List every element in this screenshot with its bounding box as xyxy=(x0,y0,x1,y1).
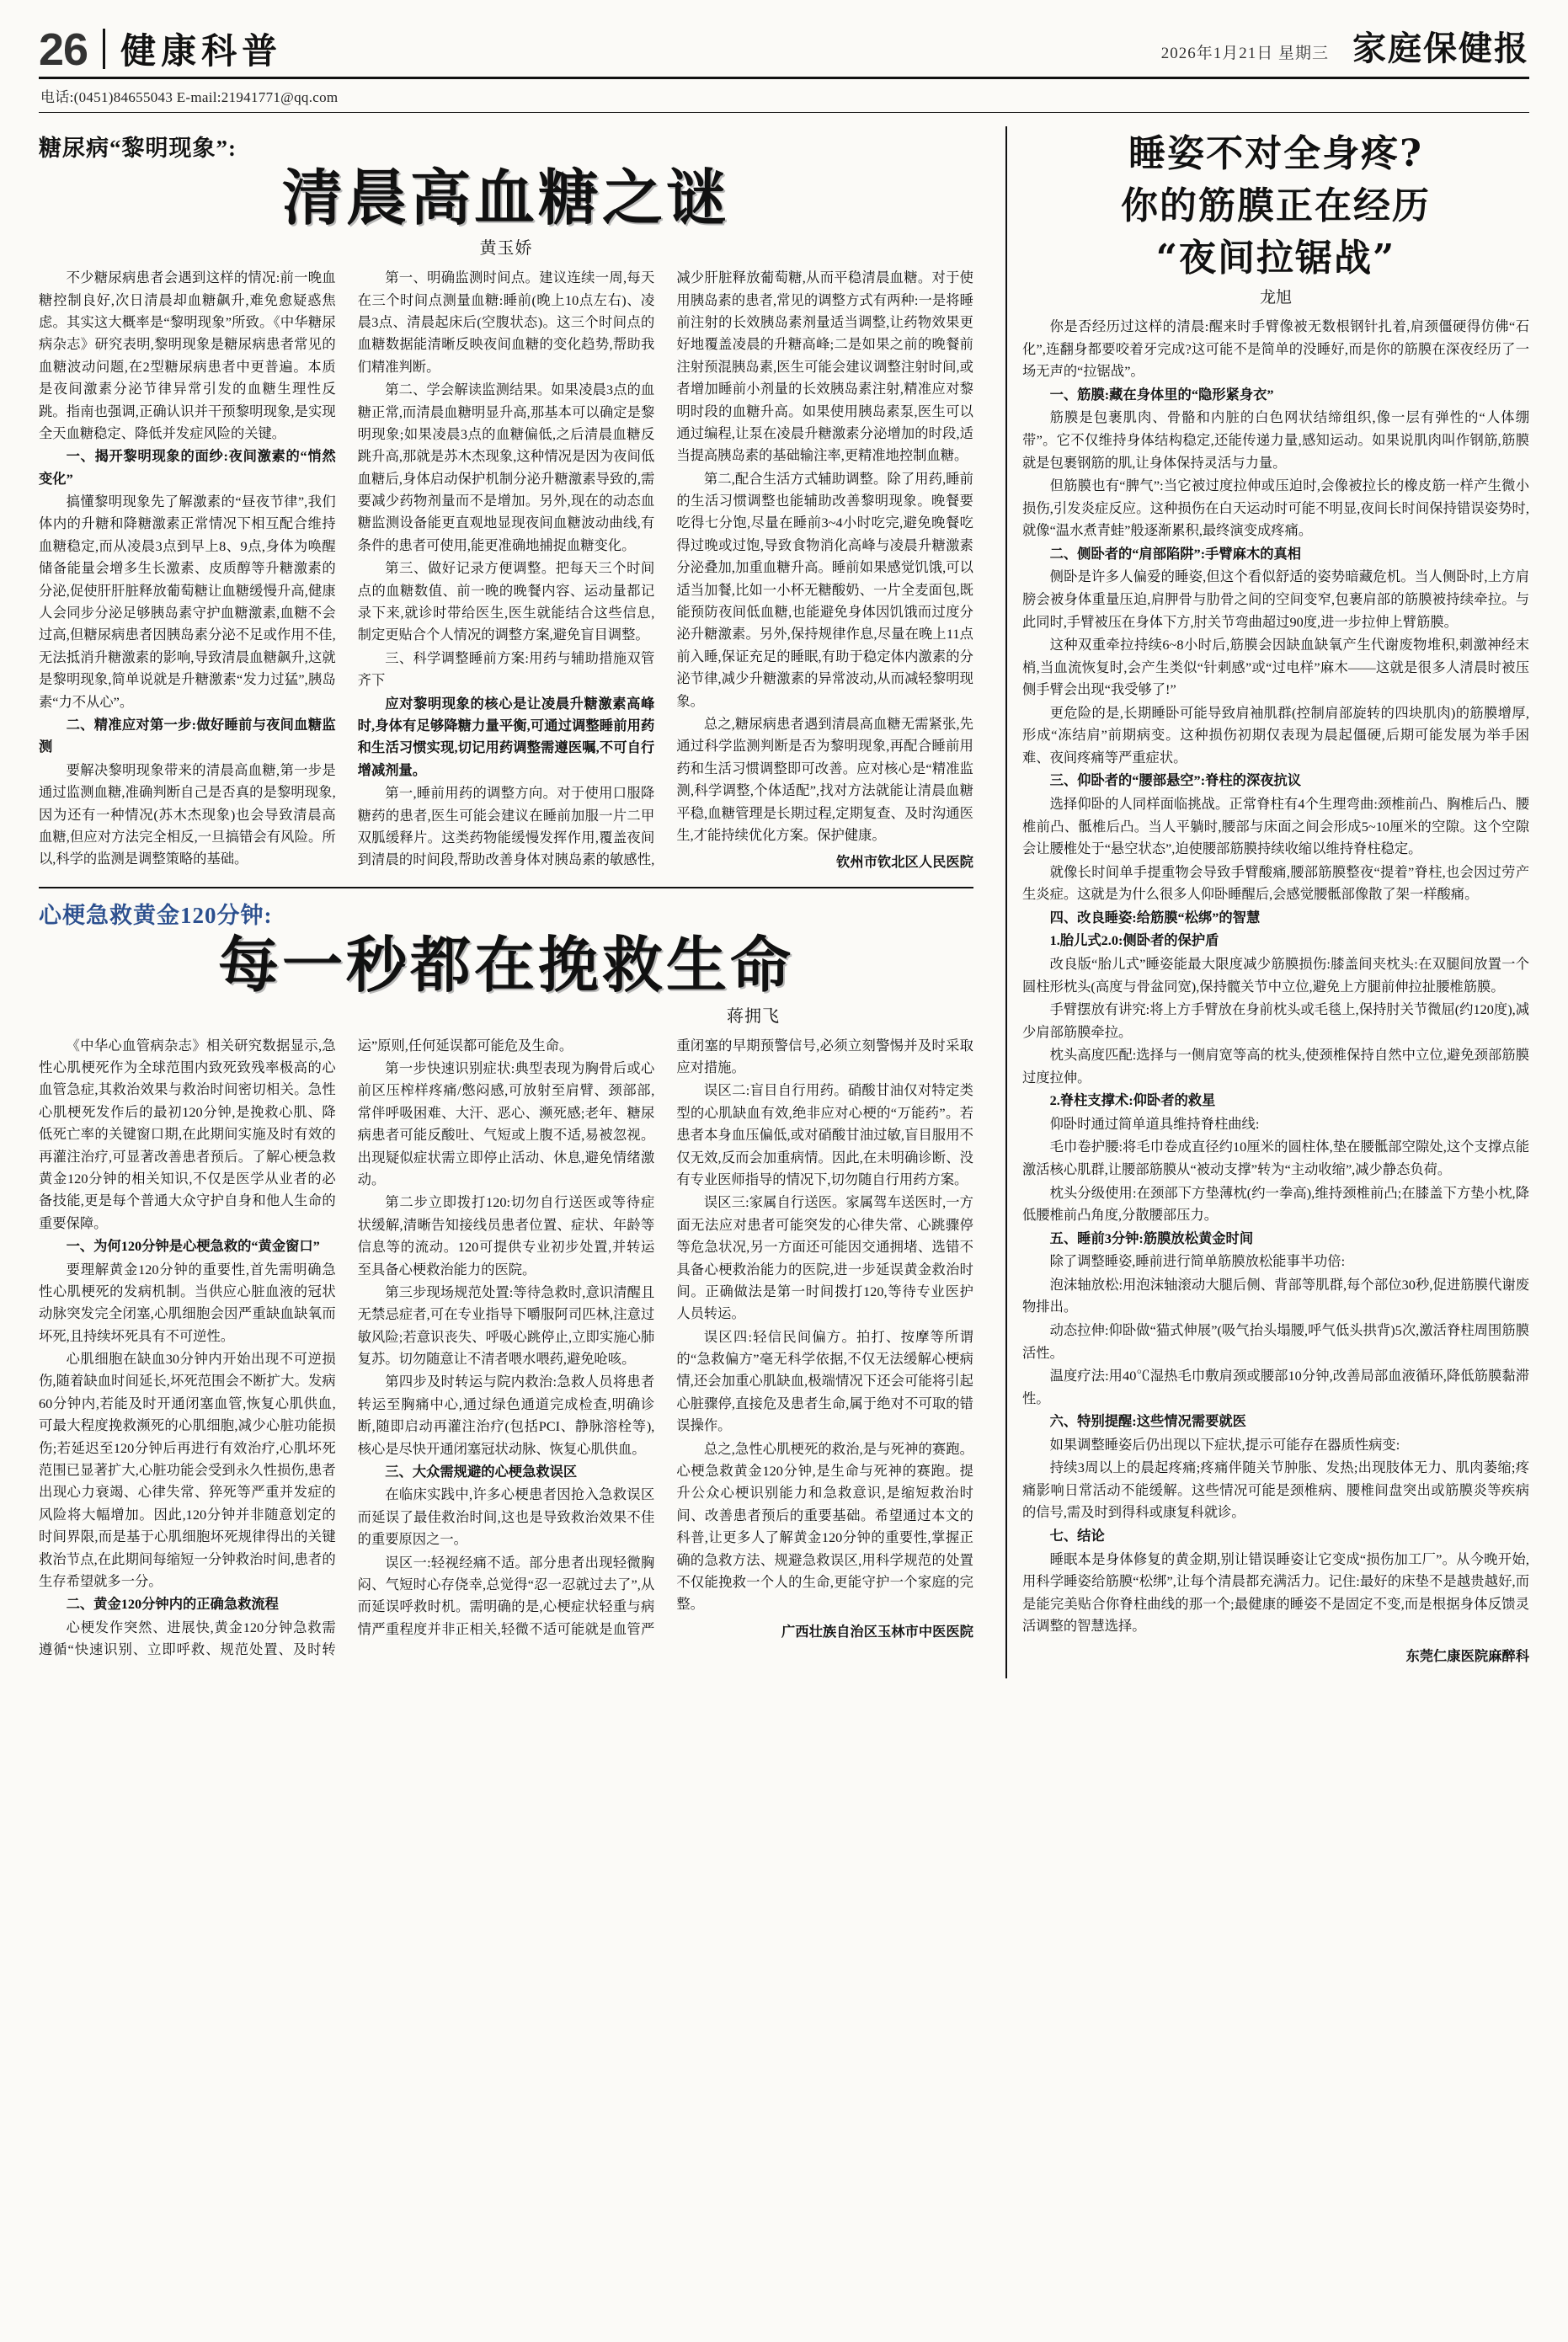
subheading: 一、为何120分钟是心梗急救的“黄金窗口” xyxy=(66,1238,320,1255)
paragraph: 三、科学调整睡前方案:用药与辅助措施双管齐下 xyxy=(357,649,655,689)
issue-date: 2026年1月21日 星期三 xyxy=(1160,45,1329,62)
subheading: 二、侧卧者的“肩部陷阱”:手臂麻木的真相 xyxy=(1049,545,1302,562)
subheading: 三、仰卧者的“腰部悬空”:脊柱的深夜抗议 xyxy=(1049,772,1302,789)
paragraph: 第三步现场规范处置:等待急救时,意识清醒且无禁忌症者,可在专业指导下嚼服阿司匹林,注意过敏风险;若意识丧失、呼吸心跳停止,立即实施心肺复苏。切勿随意让不清者喂水喂药,避免呛咳。 xyxy=(357,1283,655,1368)
article2-signature: 广西壮族自治区玉林市中医医院 xyxy=(781,1623,973,1640)
article1-headline: 清晨高血糖之谜 xyxy=(281,162,730,233)
subheading: 1.胎儿式2.0:侧卧者的保护盾 xyxy=(1049,932,1219,949)
paragraph: 第二、学会解读监测结果。如果凌晨3点的血糖正常,而清晨血糖明显升高,那基本可以确定是黎明现象;如果凌晨3点的血糖偏低,之后清晨血糖反跳升高,那就是苏木杰现象,这种情况是因为夜间低血糖后,身体启动保护机制分泌升糖激素导致的,需要减少药物剂量而不是增加。另外,现在的动态血糖监测设备能更直观地显现夜间血糖波动曲线,有条件的患者可使用,能更准确地捕捉血糖变化。 xyxy=(357,381,655,553)
paper-name: 家庭保健报 xyxy=(1352,29,1529,67)
paragraph: 误区二:盲目自行用药。硝酸甘油仅对特定类型的心肌缺血有效,绝非应对心梗的“万能药”。若患者本身血压偏低,或对硝酸甘油过敏,盲目服用不仅无效,反而会加重病情。因此,在未明确诊断、没有专业医师指导的情况下,切勿随自行用药方案。 xyxy=(676,1082,973,1187)
article-diabetes-dawn xyxy=(39,130,973,873)
paragraph: 第二步立即拨打120:切勿自行送医或等待症状缓解,清晰告知接线员患者位置、症状、年龄等信息等的流动。120可提供专业初步处置,并转运至具备心梗救治能力的医院。 xyxy=(357,1194,655,1278)
article3-headline-line3: “夜间拉锯战” xyxy=(1155,237,1396,280)
subheading: 三、大众需规避的心梗急救误区 xyxy=(385,1464,578,1480)
left-column xyxy=(39,126,990,1678)
subheading: 二、精准应对第一步:做好睡前与夜间血糖监测 xyxy=(39,717,336,755)
paragraph: 改良版“胎儿式”睡姿能最大限度减少筋膜损伤:膝盖间夹枕头:在双腿间放置一个圆柱形枕头(高度与骨盆同宽),保持髋关节中立位,避免上方腿前伸拉扯腰椎筋膜。 xyxy=(1022,955,1529,995)
page-number: 26 xyxy=(39,24,88,75)
paragraph: 误区三:家属自行送医。家属驾车送医时,一方面无法应对患者可能突发的心律失常、心跳骤停等危急状况,另一方面还可能因交通拥堵、选错不具备心梗救治能力的医院,进一步延误黄金救治时间。正确做法是第一时间拨打120,等待专业医护人员转运。 xyxy=(676,1194,973,1322)
right-column xyxy=(1022,126,1529,1678)
paragraph: 你是否经历过这样的清晨:醒来时手臂像被无数根钢针扎着,肩颈僵硬得仿佛“石化”,连翻身都要咬着牙完成?这可能不是简单的没睡好,而是你的筋膜在深夜经历了一场无声的“拉锯战”。 xyxy=(1022,318,1529,380)
subheading: 五、睡前3分钟:筋膜放松黄金时间 xyxy=(1049,1230,1254,1246)
paragraph: 第一步快速识别症状:典型表现为胸骨后或心前区压榨样疼痛/憋闷感,可放射至肩臂、颈部部,常伴呼吸困难、大汗、恶心、濒死感;老年、糖尿病患者可能反酸吐、气短或上腹不适,易被忽视。出现疑似症状需立即停止活动、休息,避免情绪激动。 xyxy=(357,1059,655,1187)
article1-byline: 黄玉娇 xyxy=(479,239,533,259)
paragraph: 第二,配合生活方式辅助调整。除了用药,睡前的生活习惯调整也能辅助改善黎明现象。晚餐要吃得七分饱,尽量在睡前3~4小时吃完,避免晚餐吃得过晚或过饱,导致食物消化高峰与凌晨升糖激素分泌叠加,加重血糖升高。睡前如果感觉饥饿,可以适当加餐,比如一小杯无糖酸奶、一片全麦面包,既能预防夜间低血糖,也能避免身体因饥饿而过度分泌升糖激素。另外,保持规律作息,尽量在晚上11点前入睡,保证充足的睡眠,有助于稳定体内激素的分泌节律,减少升糖激素的异常波动,从而减轻黎明现象。 xyxy=(676,470,973,709)
article1-kicker: 糖尿病“黎明现象”: xyxy=(39,136,237,161)
column-divider xyxy=(1005,126,1007,1678)
article-heart-attack xyxy=(39,897,973,1661)
paragraph: 误区一:轻视经痛不适。部分患者出现轻微胸闷、气短时心存侥幸,总觉得“忍一忍就过去了”,从而延误呼救时机。需明确的是,心梗症状轻重与病情严重程度并非正相关,轻微不适可能就是血管严重闭塞的早期预警信号,必须立刻警惕并及时采取应对措施。 xyxy=(357,1037,973,1637)
paragraph: 这种双重牵拉持续6~8小时后,筋膜会因缺血缺氧产生代谢废物堆积,刺激神经末梢,当血流恢复时,会产生类似“针刺感”或“过电样”麻木——这就是很多人清晨时被压侧手臂会出现“我受够了!” xyxy=(1022,637,1529,698)
paragraph: 侧卧是许多人偏爱的睡姿,但这个看似舒适的姿势暗藏危机。当人侧卧时,上方肩膀会被身体重量压迫,肩胛骨与肋骨之间的空间变窄,包裹肩部的筋膜被持续牵拉。与此同时,手臂被压在身体下方,肘关节弯曲超过90度,进一步拉伸上臂筋膜。 xyxy=(1022,568,1529,630)
subheading: 四、改良睡姿:给筋膜“松绑”的智慧 xyxy=(1049,909,1261,926)
paragraph: 第一,睡前用药的调整方向。对于使用口服降糖药的患者,医生可能会建议在睡前加服一片二甲双胍缓释片。这类药物能缓慢发挥作用,覆盖夜间到清晨的时间段,帮助改善身体对胰岛素的敏感性,减少肝脏释放葡萄糖,从而平稳清晨血糖。对于使用胰岛素的患者,常见的调整方式有两种:一是将睡前注射的长效胰岛素剂量适当调整,让药物效果更好地覆盖凌晨的升糖高峰;二是如果之前的晚餐前注射预混胰岛素,医生可能会建议调整注射时间,或者增加睡前小剂量的长效胰岛素注射,精准应对黎明时段的血糖升高。如果使用胰岛素泵,医生可以通过编程,让泵在凌晨升糖激素分泌增加的时段,适当提高胰岛素的基础输注率,更精准地控制血糖。 xyxy=(357,269,973,868)
subheading: 六、特别提醒:这些情况需要就医 xyxy=(1049,1413,1246,1430)
article-fascia xyxy=(1022,130,1529,1665)
paragraph: 在临床实践中,许多心梗患者因抢入急救误区而延误了最佳救治时间,这也是导致救治效果不佳的重要原因之一。 xyxy=(357,1486,655,1548)
content-area xyxy=(39,126,1529,1678)
subheading: 一、筋膜:藏在身体里的“隐形紧身衣” xyxy=(1049,386,1274,403)
paragraph: 枕头高度匹配:选择与一侧肩宽等高的枕头,使颈椎保持自然中立位,避免颈部筋膜过度拉伸。 xyxy=(1022,1047,1529,1086)
article-separator xyxy=(39,887,973,888)
article2-body xyxy=(39,1035,973,1662)
paragraph: 枕头分级使用:在颈部下方垫薄枕(约一拳高),维持颈椎前凸;在膝盖下方垫小枕,降低腰椎前凸角度,分散腰部压力。 xyxy=(1022,1184,1529,1224)
article2-byline: 蒋拥飞 xyxy=(727,1006,780,1026)
subheading: 应对黎明现象的核心是让凌晨升糖激素高峰时,身体有足够降糖力量平衡,可通过调整睡前用药和生活习惯实现,切记用药调整需遵医嘱,不可自行增减剂量。 xyxy=(357,695,655,778)
article1-signature: 钦州市钦北区人民医院 xyxy=(836,854,973,871)
paragraph: 要解决黎明现象带来的清晨高血糖,第一步是通过监测血糖,准确判断自己是否真的是黎明现象,因为还有一种情况(苏木杰现象)也会导致清晨高血糖,但应对方法完全相反,一旦搞错会有风险。所以,科学的监测是调整策略的基础。 xyxy=(39,761,336,867)
subheading: 二、黄金120分钟内的正确急救流程 xyxy=(66,1596,279,1613)
article3-body xyxy=(1022,316,1529,1665)
article1-body xyxy=(39,267,973,873)
article2-headline: 每一秒都在挽救生命 xyxy=(217,929,794,1001)
paragraph: 筋膜是包裹肌肉、骨骼和内脏的白色网状结缔组织,像一层有弹性的“人体绷带”。它不仅维持身体结构稳定,还能传递力量,感知运动。如果说肌肉叫作钢筋,筋膜就是包裹钢筋的肌,让身体保持灵活与力量。 xyxy=(1022,409,1529,471)
paragraph: 但筋膜也有“脾气”:当它被过度拉伸或压迫时,会像被拉长的橡皮筋一样产生微小损伤,引发炎症反应。这种损伤在白天运动时可能不明显,夜间长时间保持错误姿势时,就像“温水煮青蛙”般逐渐累积,最终演变成疼痛。 xyxy=(1022,477,1529,539)
article3-headline-line2: 你的筋膜正在经历 xyxy=(1121,184,1431,228)
paragraph: 手臂摆放有讲究:将上方手臂放在身前枕头或毛毯上,保持肘关节微屈(约120度),减少肩部筋膜牵拉。 xyxy=(1022,1001,1529,1040)
paragraph: 就像长时间单手提重物会导致手臂酸痛,腰部筋膜整夜“提着”脊柱,也会因过劳产生炎症。这就是为什么很多人仰卧睡醒后,会感觉腰骶部像散了架一样酸痛。 xyxy=(1022,863,1529,903)
article3-byline: 龙旭 xyxy=(1259,289,1292,307)
paragraph: 持续3周以上的晨起疼痛;疼痛伴随关节肿胀、发热;出现肢体无力、肌肉萎缩;疼痛影响日常活动不能缓解。这些情况可能是颈椎病、腰椎间盘突出或筋膜炎等疾病的信号,需及时到得科或康复科就诊。 xyxy=(1022,1459,1529,1521)
paragraph: 要理解黄金120分钟的重要性,首先需明确急性心肌梗死的发病机制。当供应心脏血液的冠状动脉突发完全闭塞,心肌细胞会因严重缺血缺氧而坏死,且持续坏死具有不可逆性。 xyxy=(39,1261,336,1344)
paragraph: 总之,糖尿病患者遇到清晨高血糖无需紧张,先通过科学监测判断是否为黎明现象,再配合睡前用药和生活习惯调整即可改善。应对核心是“精准监测,科学调整,个体适配”,找对方法就能让清晨血糖平稳,血糖管理是长期过程,定期复查、及时沟通医生,才能持续优化方案。保护健康。 xyxy=(676,716,973,843)
paragraph: 如果调整睡姿后仍出现以下症状,提示可能存在器质性病变: xyxy=(1049,1436,1400,1453)
subheading: 七、结论 xyxy=(1049,1528,1105,1544)
paragraph: 总之,急性心肌梗死的救治,是与死神的赛跑。心梗急救黄金120分钟,是生命与死神的赛跑。提升公众心梗识别能力和急救意识,是缩短救治时间、改善患者预后的重要基础。希望通过本文的科普,让更多人了解黄金120分钟的重要性,掌握正确的急救方法、规避急救误区,用科学规范的处置不仅能挽救一个人的生命,更能守护一个家庭的完整。 xyxy=(676,1440,973,1613)
paragraph: 不少糖尿病患者会遇到这样的情况:前一晚血糖控制良好,次日清晨却血糖飙升,难免愈疑惑焦虑。其实这大概率是“黎明现象”所致。《中华糖尿病杂志》研究表明,黎明现象是糖尿病患者常见的血糖波动问题,在2型糖尿病患者中更普遍。本质是夜间激素分泌节律异常引发的血糖生理性反跳。指南也强调,正确认识并干预黎明现象,是实现全天血糖稳定、降低并发症风险的关键。 xyxy=(39,269,336,441)
paragraph: 温度疗法:用40℃湿热毛巾敷肩颈或腰部10分钟,改善局部血液循环,降低筋膜黏滞性。 xyxy=(1022,1368,1529,1406)
paragraph: 第三、做好记录方便调整。把每天三个时间点的血糖数值、前一晚的晚餐内容、运动量都记录下来,就诊时带给医生,医生就能结合这些信息,制定更贴合个人情况的调整方案,避免盲目调整。 xyxy=(357,560,655,643)
section-title: 健康科普 xyxy=(120,33,283,72)
paragraph: 误区四:轻信民间偏方。拍打、按摩等所谓的“急救偏方”毫无科学依据,不仅无法缓解心梗病情,还会加重心肌缺血,极端情况下还会可能将引起心脏骤停,直接危及患者生命,属于绝对不可取的错误操作。 xyxy=(676,1328,973,1434)
subheading: 一、揭开黎明现象的面纱:夜间激素的“悄然变化” xyxy=(39,448,336,487)
paragraph: 搞懂黎明现象先了解激素的“昼夜节律”,我们体内的升糖和降糖激素正常情况下相互配合维持血糖稳定,而从凌晨3点到早上8、9点,身体为唤醒储备能量会增多生长激素、皮质醇等升糖激素的分泌,促使肝肝脏释放葡萄糖让血糖缓慢升高,健康人会同步分泌足够胰岛素守护血糖激素,血糖不会过高,但糖尿病患者因胰岛素分泌不足或作用不佳,无法抵消升糖激素的影响,导致清晨血糖飙升,这就是黎明现象,简单说就是升糖激素“发力过猛”,胰岛素“力不从心”。 xyxy=(39,493,336,710)
paragraph: 选择仰卧的人同样面临挑战。正常脊柱有4个生理弯曲:颈椎前凸、胸椎后凸、腰椎前凸、骶椎后凸。当人平躺时,腰部与床面之间会形成5~10厘米的空隙。这个空隙会让腰椎处于“悬空状态”,迫使腰部筋膜持续收缩以维持脊柱稳定。 xyxy=(1022,796,1529,857)
paragraph: 更危险的是,长期睡卧可能导致肩袖肌群(控制肩部旋转的四块肌肉)的筋膜增厚,形成“冻结肩”前期病变。这种损伤初期仅表现为晨起僵硬,后期可能发展为举手困难、夜间疼痛等严重症状。 xyxy=(1022,704,1529,766)
masthead xyxy=(39,22,1529,79)
paragraph: 睡眠本是身体修复的黄金期,别让错误睡姿让它变成“损伤加工厂”。从今晚开始,用科学睡姿给筋膜“松绑”,让每个清晨都充满活力。记住:最好的床垫不是越贵越好,而是能完美贴合你脊柱曲线的那一个;最健康的睡姿不是固定不变,而是根据身体反馈灵活调整的智慧选择。 xyxy=(1022,1550,1529,1635)
contact-line: 电话:(0451)84655043 E-mail:21941771@qq.com xyxy=(39,79,1529,113)
paragraph: 动态拉伸:仰卧做“猫式伸展”(吸气抬头塌腰,呼气低头拱背)5次,激活脊柱周围筋膜活性。 xyxy=(1022,1321,1529,1361)
paragraph: 第四步及时转运与院内救治:急救人员将患者转运至胸痛中心,通过绿色通道完成检查,明确诊断,随即启动再灌注治疗(包括PCI、静脉溶栓等),核心是尽快开通闭塞冠状动脉、恢复心肌供血。 xyxy=(357,1374,655,1457)
paragraph: 心肌细胞在缺血30分钟内开始出现不可逆损伤,随着缺血时间延长,坏死范围会不断扩大。发病60分钟内,若能及时开通闭塞血管,恢复心肌供血,可最大程度挽救濒死的心肌细胞,减少心脏功能损伤;若延迟至120分钟后再进行有效治疗,心肌坏死范围已显著扩大,心脏功能会受到永久性损伤,患者出现心力衰竭、心律失常、猝死等严重并发症的风险将大幅增加。因此,120分钟并非随意划定的时间界限,而是基于心肌细胞坏死规律得出的关键救治节点,在此期间每缩短一分钟救治时间,患者的生存希望就多一分。 xyxy=(39,1351,336,1589)
article3-signature: 东莞仁康医院麻醉科 xyxy=(1405,1647,1529,1664)
masthead-divider xyxy=(103,29,105,69)
paragraph: 心梗发作突然、进展快,黄金120分钟急救需遵循“快速识别、立即呼救、规范处置、及时转运”原则,任何延误都可能危及生命。 xyxy=(39,1037,573,1658)
paragraph: 毛巾卷护腰:将毛巾卷成直径约10厘米的圆柱体,垫在腰骶部空隙处,这个支撑点能激活核心肌群,让腰部筋膜从“被动支撑”转为“主动收缩”,减少静态负荷。 xyxy=(1022,1139,1529,1178)
paragraph: 《中华心血管病杂志》相关研究数据显示,急性心肌梗死作为全球范围内致死致残率极高的心血管急症,其救治效果与救治时间密切相关。急性心肌梗死发作后的最初120分钟,是挽救心肌、降低死亡率的关键窗口期,在此期间实施及时有效的再灌注治疗,可显著改善患者预后。了解心梗急救黄金120分钟的相关知识,不仅是医学从业者的必备技能,更是每个普通大众守护自身和他人生命的重要保障。 xyxy=(39,1037,336,1231)
article2-kicker: 心梗急救黄金120分钟: xyxy=(39,903,273,929)
paragraph: 仰卧时通过简单道具维持脊柱曲线: xyxy=(1049,1115,1260,1132)
article3-headline-line1: 睡姿不对全身疼? xyxy=(1128,132,1423,175)
paragraph: 泡沫轴放松:用泡沫轴滚动大腿后侧、背部等肌群,每个部位30秒,促进筋膜代谢废物排出。 xyxy=(1022,1276,1529,1315)
subheading: 2.脊柱支撑术:仰卧者的救星 xyxy=(1049,1092,1216,1109)
paragraph: 第一、明确监测时间点。建议连续一周,每天在三个时间点测量血糖:睡前(晚上10点左右)、凌晨3点、清晨起床后(空腹状态)。这三个时间点的血糖数据能清晰反映夜间血糖的变化趋势,帮助我们精准判断。 xyxy=(357,269,655,375)
paragraph: 除了调整睡姿,睡前进行简单筋膜放松能事半功倍: xyxy=(1049,1253,1346,1270)
